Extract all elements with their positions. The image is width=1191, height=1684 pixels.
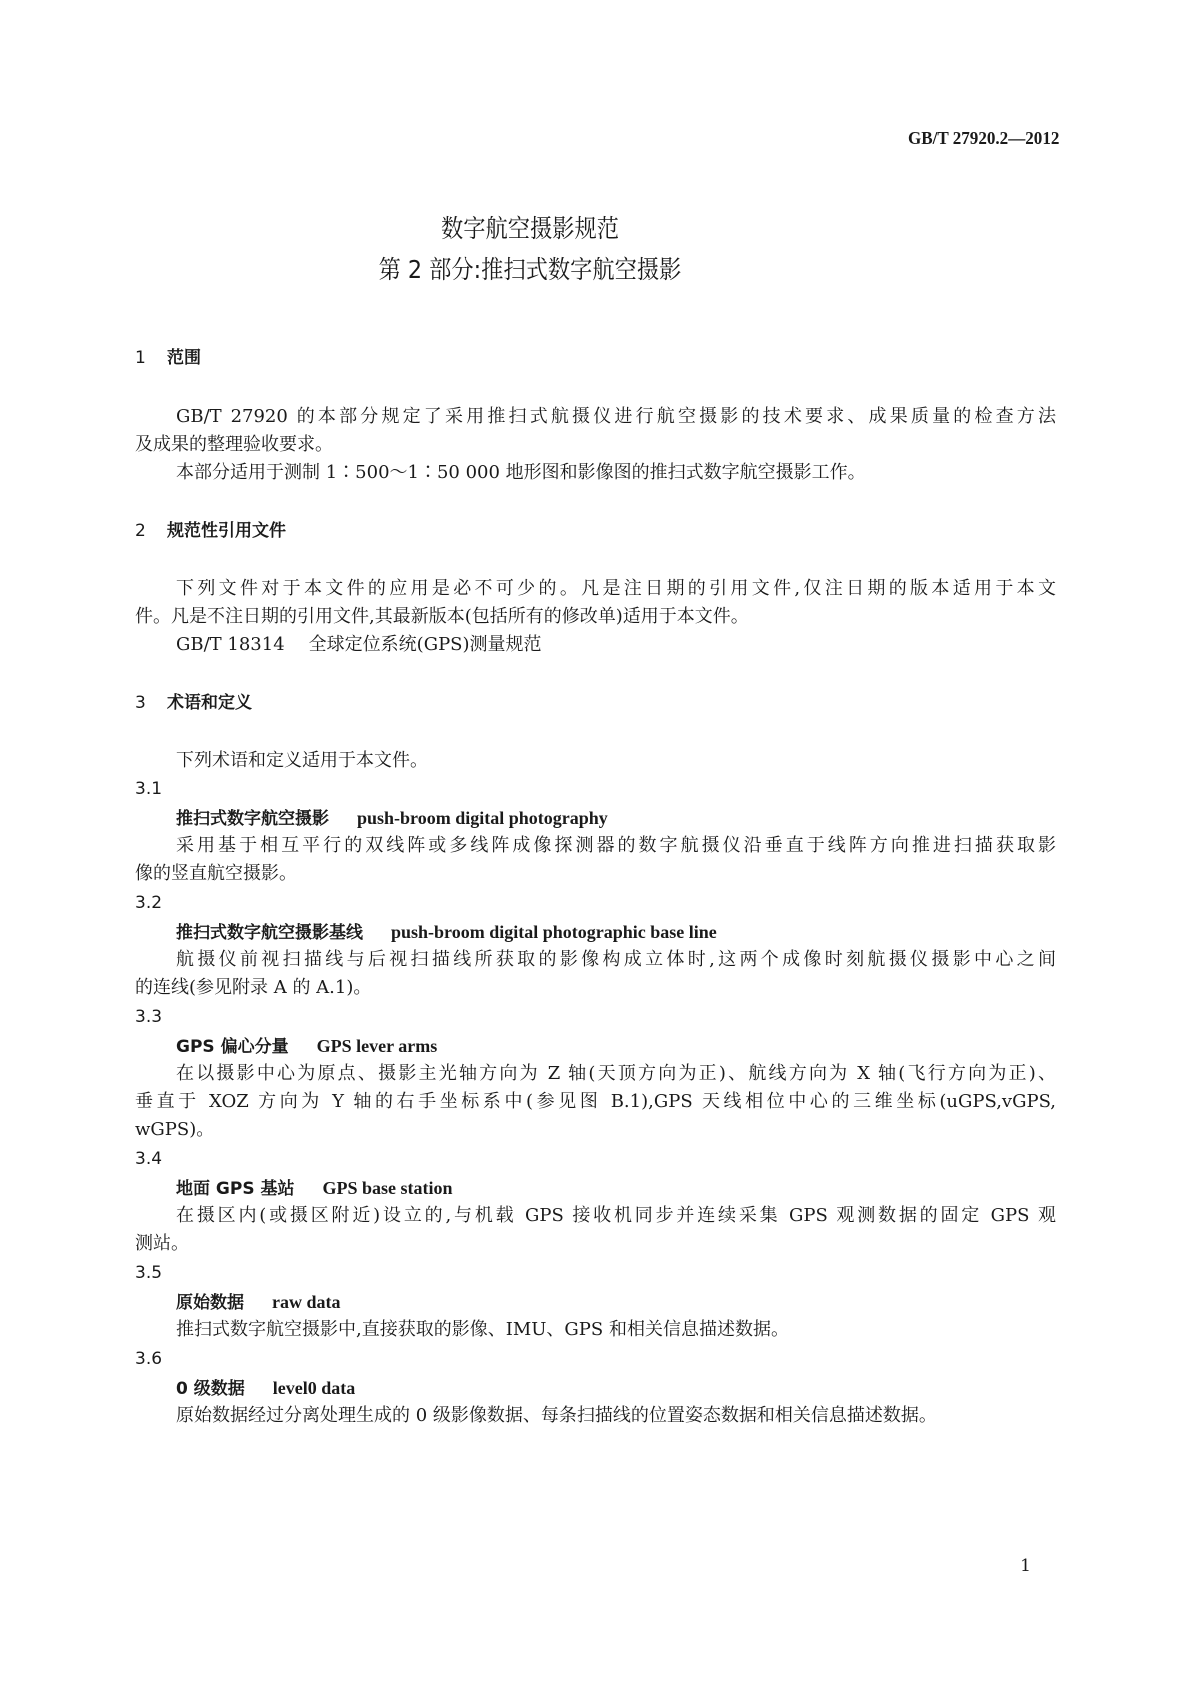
definition-line: 在以摄影中心为原点、摄影主光轴方向为 Z 轴(天顶方向为正)、航线方向为 X 轴(飞行方向为正)、 (176, 1063, 1056, 1084)
title-line-1: 数字航空摄影规范 (440, 214, 619, 243)
term-en: GPS base station (322, 1178, 453, 1198)
normative-reference (176, 632, 542, 658)
section-title: 规范性引用文件 (167, 521, 286, 541)
reference-code: GB/T 18314 (176, 634, 285, 655)
term-heading (176, 805, 608, 832)
paragraph-line: 及成果的整理验收要求。 (135, 434, 333, 455)
definition-line: 原始数据经过分离处理生成的 0 级影像数据、每条扫描线的位置姿态数据和相关信息描述数据。 (176, 1405, 937, 1426)
section-number: 1 (135, 348, 146, 368)
term-heading (176, 1175, 453, 1202)
term-en: GPS lever arms (316, 1036, 438, 1056)
definition-line: 推扫式数字航空摄影中,直接获取的影像、IMU、GPS 和相关信息描述数据。 (176, 1319, 789, 1340)
term-heading (176, 919, 717, 946)
paragraph-line: 下列文件对于本文件的应用是必不可少的。凡是注日期的引用文件,仅注日期的版本适用于本文 (176, 578, 1056, 599)
definition-line: 在摄区内(或摄区附近)设立的,与机载 GPS 接收机同步并连续采集 GPS 观测数据的固定 GPS 观 (176, 1205, 1056, 1226)
term-en: push-broom digital photographic base line (391, 922, 717, 942)
term-en: level0 data (272, 1378, 356, 1398)
paragraph-line: 下列术语和定义适用于本文件。 (176, 750, 428, 771)
paragraph-line: GB/T 27920 的本部分规定了采用推扫式航摄仪进行航空摄影的技术要求、成果质量的检查方法 (176, 406, 1056, 427)
term-zh: 地面 GPS 基站 (176, 1179, 295, 1199)
page-number: 1 (1020, 1556, 1031, 1576)
definition-line: 的连线(参见附录 A 的 A.1)。 (135, 977, 372, 998)
section-number: 2 (135, 521, 146, 541)
definition-line: wGPS)。 (135, 1119, 215, 1140)
reference-title: 全球定位系统(GPS)测量规范 (308, 634, 542, 655)
term-heading (176, 1289, 341, 1316)
term-en: raw data (272, 1292, 341, 1312)
term-heading (176, 1375, 355, 1402)
term-number: 3.1 (135, 779, 163, 799)
term-zh: 原始数据 (176, 1293, 244, 1313)
definition-line: 航摄仪前视扫描线与后视扫描线所获取的影像构成立体时,这两个成像时刻航摄仪摄影中心之间 (176, 949, 1056, 970)
term-zh: 推扫式数字航空摄影基线 (176, 923, 363, 943)
definition-line: 像的竖直航空摄影。 (135, 863, 297, 884)
term-zh: 0 级数据 (176, 1379, 245, 1399)
definition-line: 采用基于相互平行的双线阵或多线阵成像探测器的数字航摄仪沿垂直于线阵方向推进扫描获取影 (176, 835, 1056, 856)
section-1-heading (135, 345, 201, 371)
term-number: 3.5 (135, 1263, 163, 1283)
term-en: push-broom digital photography (357, 808, 608, 828)
paragraph-line: 本部分适用于测制 1∶500～1∶50 000 地形图和影像图的推扫式数字航空摄影工作。 (176, 462, 866, 483)
paragraph-line: 件。凡是不注日期的引用文件,其最新版本(包括所有的修改单)适用于本文件。 (135, 606, 749, 627)
term-number: 3.4 (135, 1149, 163, 1169)
section-2-heading (135, 518, 286, 544)
term-zh: GPS 偏心分量 (176, 1037, 289, 1057)
definition-line: 垂直于 XOZ 方向为 Y 轴的右手坐标系中(参见图 B.1),GPS 天线相位中心的三维坐标(uGPS,vGPS, (135, 1091, 1056, 1112)
section-number: 3 (135, 693, 146, 713)
term-zh: 推扫式数字航空摄影 (176, 809, 329, 829)
term-heading (176, 1033, 437, 1060)
section-title: 范围 (167, 348, 201, 368)
title-line-2: 第 2 部分:推扫式数字航空摄影 (378, 255, 682, 284)
section-title: 术语和定义 (167, 693, 252, 713)
term-number: 3.2 (135, 893, 163, 913)
section-3-heading (135, 690, 252, 716)
term-number: 3.3 (135, 1007, 163, 1027)
term-number: 3.6 (135, 1349, 163, 1369)
standard-code: GB/T 27920.2—2012 (908, 128, 1060, 148)
definition-line: 测站。 (135, 1233, 189, 1254)
